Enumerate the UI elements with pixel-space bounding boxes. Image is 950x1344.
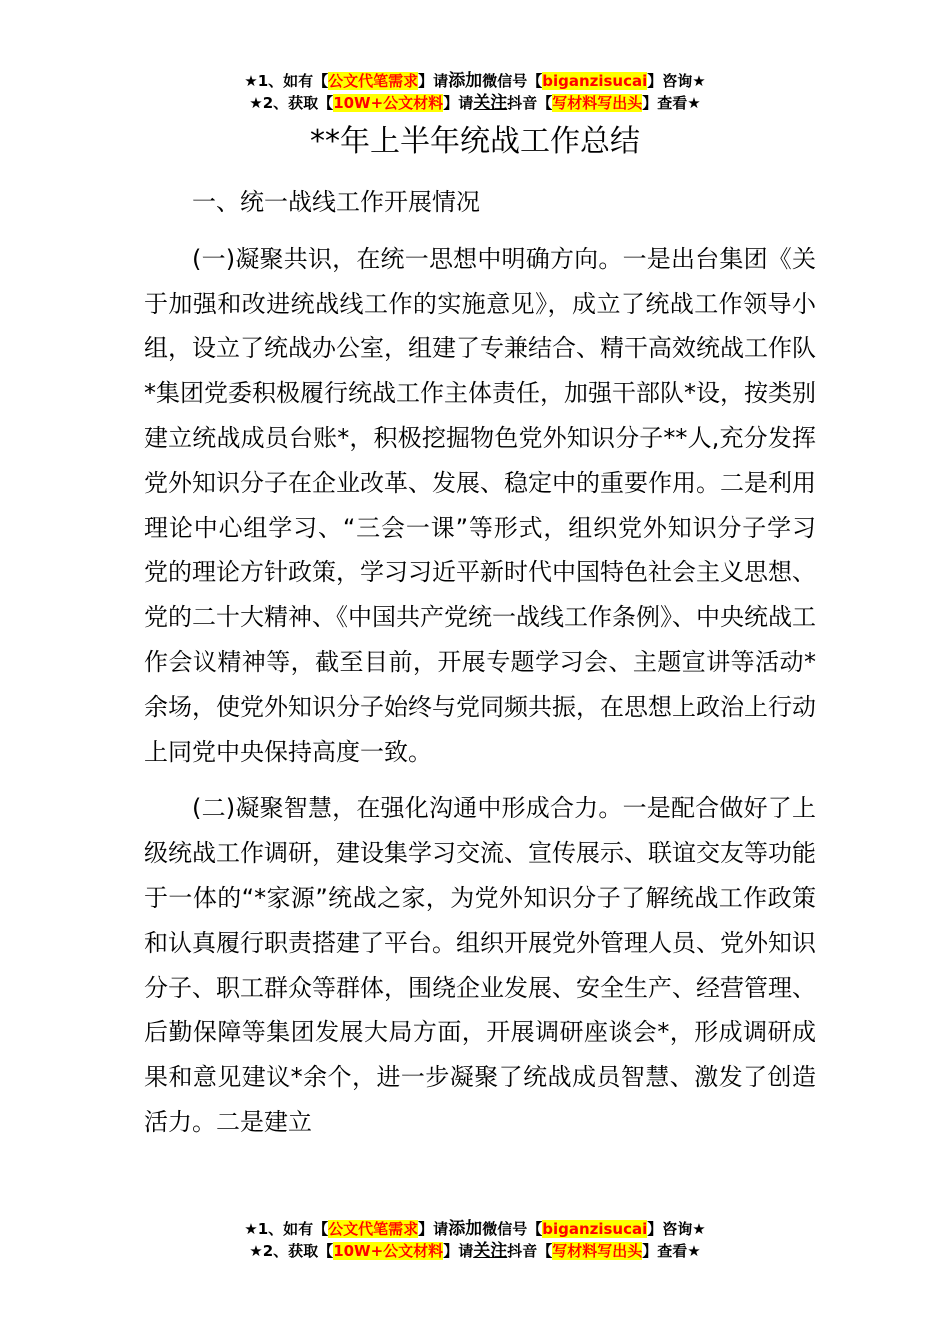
- notice-text: 抖音【: [507, 94, 553, 112]
- highlight-ghostwriting: 公文代笔需求: [328, 72, 419, 90]
- notice-emphasis: 关注: [473, 1241, 508, 1261]
- notice-text: ★1、如有【: [244, 1220, 329, 1238]
- notice-emphasis: 添加: [448, 1219, 483, 1239]
- notice-text: 】请: [443, 1242, 474, 1260]
- notice-text: 抖音【: [507, 1242, 553, 1260]
- paragraph-2: (二)凝聚智慧，在强化沟通中形成合力。一是配合做好了上级统战工作调研，建设集学习交流、宣传展示、联谊交友等功能于一体的“*家源”统战之家，为党外知识分子了解统战工作政策和认真履行职责搭建了平台。组织开展党外管理人员、党外知识分子、职工群众等群体，围绕企业发展、安全生产、经营管理、后勤保障等集团发展大局方面，开展调研座谈会*，形成调研成果和意见建议*余个，进一步凝聚了统战成员智慧、激发了创造活力。二是建立: [144, 794, 816, 1136]
- section-heading: 一、统一战线工作开展情况: [192, 188, 480, 216]
- notice-text: 】查看★: [642, 1242, 701, 1260]
- notice-text: 】咨询★: [647, 1220, 706, 1238]
- highlight-materials: 10W+公文材料: [333, 94, 444, 112]
- notice-emphasis: 关注: [473, 93, 508, 113]
- highlight-douyin-account: 写材料写出头: [552, 1242, 643, 1260]
- notice-text: 】咨询★: [647, 72, 706, 90]
- highlight-wechat-id: biganzisucai: [542, 72, 648, 90]
- bottom-notice-line-1: [0, 1218, 950, 1240]
- notice-text: 微信号【: [482, 72, 543, 90]
- notice-text: ★2、获取【: [249, 1242, 334, 1260]
- notice-text: 】请: [443, 94, 474, 112]
- paragraph-1: (一)凝聚共识，在统一思想中明确方向。一是出台集团《关于加强和改进统战线工作的实施意见》，成立了统战工作领导小组，设立了统战办公室，组建了专兼结合、精干高效统战工作队*集团党委积极履行统战工作主体责任，加强干部队*设，按类别建立统战成员台账*，积极挖掘物色党外知识分子**人,充分发挥党外知识分子在企业改革、发展、稳定中的重要作用。二是利用理论中心组学习、“三会一课”等形式，组织党外知识分子学习党的理论方针政策，学习习近平新时代中国特色社会主义思想、党的二十大精神、《中国共产党统一战线工作条例》、中央统战工作会议精神等，截至目前，开展专题学习会、主题宣讲等活动*余场，使党外知识分子始终与党同频共振，在思想上政治上行动上同党中央保持高度一致。: [144, 244, 816, 766]
- notice-text: 】查看★: [642, 94, 701, 112]
- notice-text: 】请: [418, 1220, 449, 1238]
- notice-text: ★1、如有【: [244, 72, 329, 90]
- top-notice-banner: [0, 70, 950, 114]
- highlight-wechat-id: biganzisucai: [542, 1220, 648, 1238]
- top-notice-line-1: [0, 70, 950, 92]
- highlight-materials: 10W+公文材料: [333, 1242, 444, 1260]
- bottom-notice-banner: [0, 1218, 950, 1262]
- document-title: **年上半年统战工作总结: [310, 124, 640, 159]
- notice-text: ★2、获取【: [249, 94, 334, 112]
- highlight-douyin-account: 写材料写出头: [552, 94, 643, 112]
- top-notice-line-2: [0, 92, 950, 114]
- bottom-notice-line-2: [0, 1240, 950, 1262]
- notice-text: 】请: [418, 72, 449, 90]
- highlight-ghostwriting: 公文代笔需求: [328, 1220, 419, 1238]
- notice-text: 微信号【: [482, 1220, 543, 1238]
- document-body: [144, 180, 816, 1145]
- notice-emphasis: 添加: [448, 71, 483, 91]
